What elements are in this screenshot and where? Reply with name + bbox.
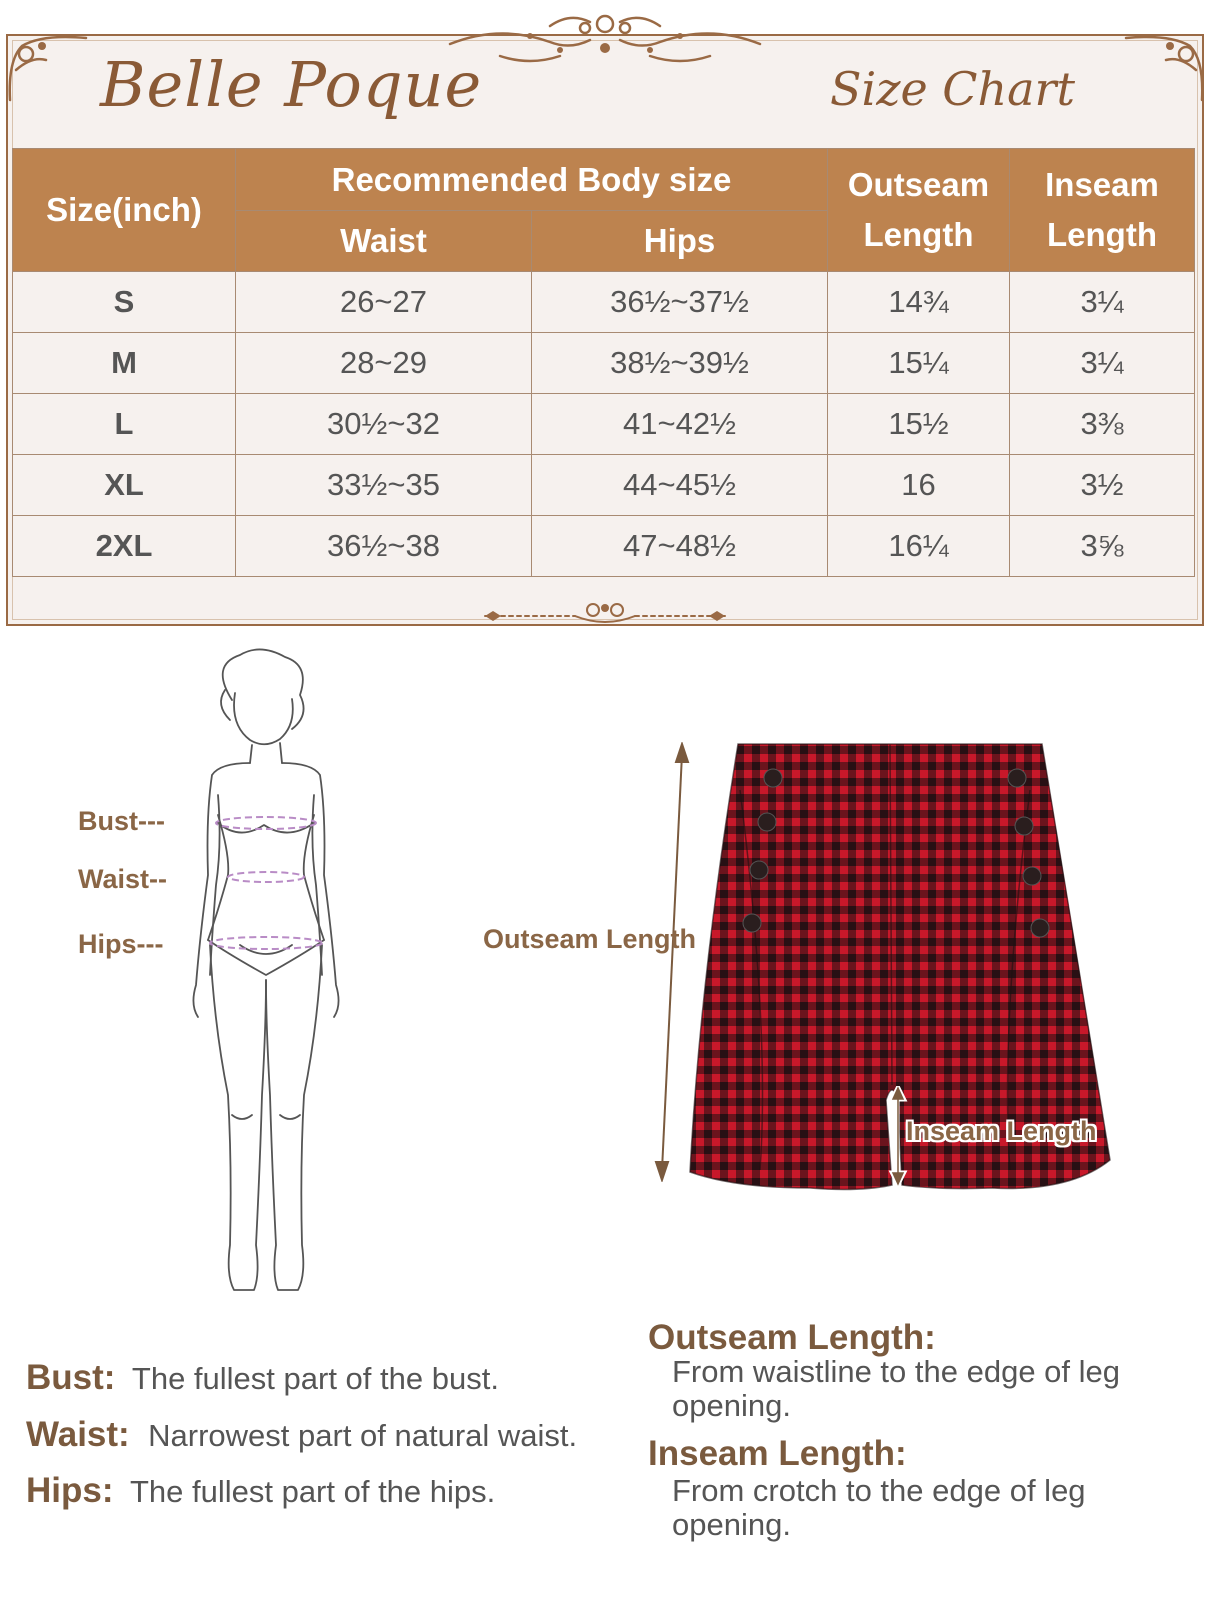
size-cell: L	[13, 394, 236, 455]
inseam-cell: 3¼	[1010, 272, 1195, 333]
size-cell: 2XL	[13, 516, 236, 577]
top-left-corner-flourish-icon	[2, 30, 92, 110]
header-inseam-line2: Length	[1047, 216, 1157, 253]
table-row	[13, 333, 1195, 394]
header-hips: Hips	[532, 211, 828, 272]
table-row	[13, 272, 1195, 333]
hips-definition	[26, 1471, 495, 1511]
waist-cell: 36½~38	[236, 516, 532, 577]
table-row	[13, 394, 1195, 455]
header-outseam-line2: Length	[863, 216, 974, 253]
hips-cell: 47~48½	[532, 516, 828, 577]
page-title: Size Chart	[830, 62, 1076, 116]
bottom-center-flourish-icon	[475, 598, 735, 630]
size-cell: S	[13, 272, 236, 333]
waist-term: Waist:	[26, 1415, 130, 1454]
outseam-cell: 16	[828, 455, 1010, 516]
bust-term: Bust:	[26, 1358, 116, 1397]
waist-definition	[26, 1415, 577, 1455]
hips-cell: 44~45½	[532, 455, 828, 516]
header-inseam-line1: Inseam	[1045, 166, 1159, 203]
inseam-cell: 3½	[1010, 455, 1195, 516]
header-inseam-length	[1010, 149, 1195, 272]
outseam-cell: 15½	[828, 394, 1010, 455]
inseam-cell: 3⅝	[1010, 516, 1195, 577]
outseam-cell: 16¼	[828, 516, 1010, 577]
inseam-text: From crotch to the edge of leg opening.	[672, 1473, 1086, 1542]
waist-cell: 26~27	[236, 272, 532, 333]
top-right-corner-flourish-icon	[1120, 30, 1210, 110]
waist-text: Narrowest part of natural waist.	[148, 1418, 578, 1453]
waist-cell: 28~29	[236, 333, 532, 394]
inseam-cell: 3¼	[1010, 333, 1195, 394]
outseam-text: From waistline to the edge of leg opening.	[672, 1354, 1121, 1423]
hips-cell: 36½~37½	[532, 272, 828, 333]
hips-cell: 41~42½	[532, 394, 828, 455]
size-table	[12, 148, 1195, 577]
bust-definition	[26, 1358, 499, 1398]
outseam-cell: 14¾	[828, 272, 1010, 333]
outseam-arrow-icon	[652, 742, 692, 1182]
hips-cell: 38½~39½	[532, 333, 828, 394]
waist-cell: 30½~32	[236, 394, 532, 455]
table-row	[13, 516, 1195, 577]
size-cell: XL	[13, 455, 236, 516]
size-cell: M	[13, 333, 236, 394]
inseam-length-label: Inseam Length	[906, 1116, 1097, 1146]
header-recommended-body-size: Recommended Body size	[236, 149, 828, 211]
table-row	[13, 455, 1195, 516]
outseam-cell: 15¼	[828, 333, 1010, 394]
hips-figure-label: Hips---	[78, 929, 164, 959]
brand-logo: Belle Poque	[100, 48, 483, 121]
inseam-cell: 3⅜	[1010, 394, 1195, 455]
waist-cell: 33½~35	[236, 455, 532, 516]
header-outseam-line1: Outseam	[847, 166, 990, 203]
hips-term: Hips:	[26, 1471, 114, 1510]
hips-text: The fullest part of the hips.	[129, 1474, 496, 1509]
inseam-term: Inseam Length:	[648, 1434, 907, 1473]
outseam-term: Outseam Length:	[648, 1318, 936, 1357]
bust-figure-label: Bust---	[78, 806, 165, 836]
outseam-length-label: Outseam Length	[483, 924, 697, 954]
waist-figure-label: Waist--	[78, 864, 167, 894]
header-size: Size(inch)	[13, 149, 236, 272]
top-center-flourish-icon	[440, 4, 770, 74]
body-figure-illustration	[170, 645, 360, 1300]
header-outseam-length	[828, 149, 1010, 272]
inseam-arrow-icon	[888, 1086, 908, 1186]
bust-text: The fullest part of the bust.	[131, 1361, 499, 1396]
header-waist: Waist	[236, 211, 532, 272]
